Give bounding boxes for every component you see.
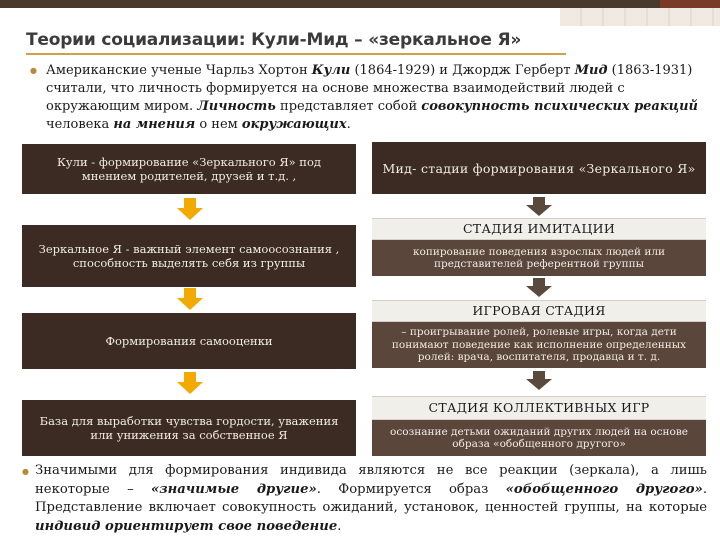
cooley-box-1-text: Кули - формирование «Зеркального Я» под мнением родителей, друзей и т.д. ,	[57, 155, 321, 183]
cooley-box-3	[22, 313, 356, 369]
slide-title: Теории социализации: Кули-Мид – «зеркальное Я»	[26, 30, 522, 50]
decorative-band	[560, 8, 720, 26]
mead-header	[372, 142, 706, 194]
bullet-icon: ●	[22, 467, 29, 476]
stage-play-title-text: ИГРОВАЯ СТАДИЯ	[472, 303, 606, 318]
arrow-down-icon	[526, 197, 552, 216]
stage-play-desc-text: – проигрывание ролей, ролевые игры, когда дети понимают поведение как исполнение определенных ролей: врача, воспитателя, продавца и т. д.	[391, 326, 687, 364]
bullet-icon: ●	[30, 66, 37, 75]
stage-imitation-title	[372, 218, 706, 240]
cooley-box-4-text: База для выработки чувства гордости, уважения или унижения за собственное Я	[39, 414, 339, 442]
cooley-box-3-text: Формирования самооценки	[105, 334, 273, 348]
arrow-down-icon	[177, 372, 203, 394]
stage-imitation-desc	[372, 240, 706, 276]
cooley-box-4	[22, 400, 356, 456]
stage-imitation-desc-text: копирование поведения взрослых людей или представителей референтной группы	[412, 245, 666, 270]
title-underline	[26, 53, 566, 55]
conclusion-paragraph: Значимыми для формирования индивида являются не все реакции (зеркала), а лишь некоторые – «значимые другие». Формируется образ «обобщенного другого». Представление включает совокупность ожиданий, установок, ценностей группы, на которые индивид ориентирует свое поведение.	[35, 463, 708, 534]
top-bar-accent	[660, 0, 720, 8]
arrow-down-icon	[526, 371, 552, 390]
stage-play-title	[372, 300, 706, 322]
stage-collective-title-text: СТАДИЯ КОЛЛЕКТИВНЫХ ИГР	[428, 400, 650, 415]
cooley-box-2	[22, 225, 356, 287]
mead-header-text: Мид- стадии формирования «Зеркального Я»	[382, 160, 696, 176]
top-bar	[0, 0, 720, 8]
cooley-box-1	[22, 144, 356, 194]
arrow-down-icon	[526, 278, 552, 297]
arrow-down-icon	[177, 198, 203, 220]
cooley-box-2-text: Зеркальное Я - важный элемент самоосознания , способность выделять себя из группы	[38, 242, 340, 270]
stage-collective-desc	[372, 420, 706, 456]
stage-imitation-title-text: СТАДИЯ ИМИТАЦИИ	[462, 221, 616, 236]
stage-collective-desc-text: осознание детьми ожиданий других людей на основе образа «обобщенного другого»	[390, 425, 688, 450]
stage-play-desc	[372, 322, 706, 368]
arrow-down-icon	[177, 288, 203, 310]
stage-collective-title	[372, 396, 706, 420]
intro-paragraph: Американские ученые Чарльз Хортон Кули (1864-1929) и Джордж Герберт Мид (1863-1931) считали, что личность формируется на основе множества взаимодействий людей с окружающим миром. Личность представляет собой совокупность психических реакций человека на мнения о нем окружающих.	[46, 63, 698, 132]
